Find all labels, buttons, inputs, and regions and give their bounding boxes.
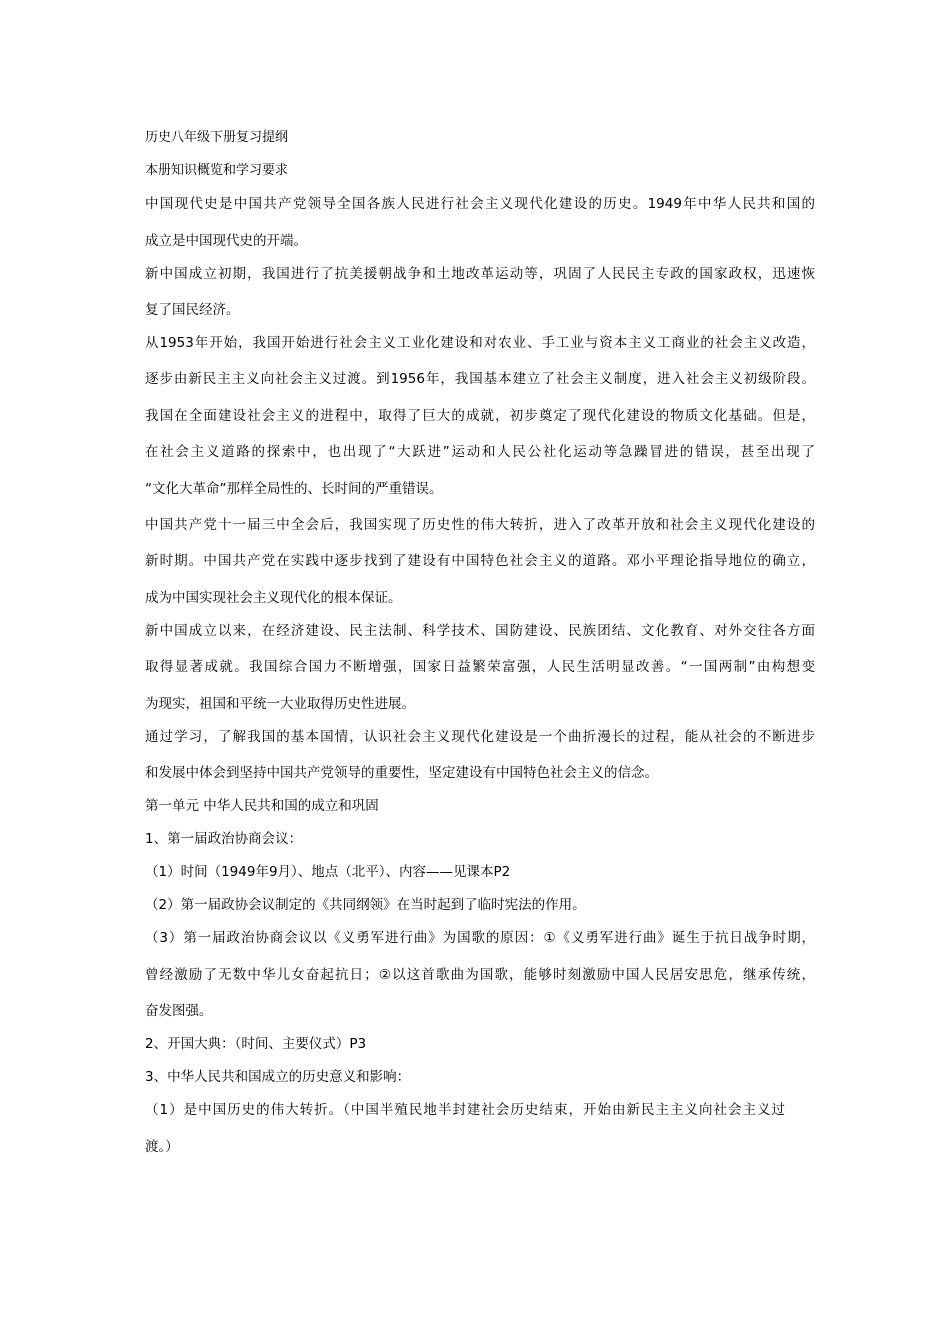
list-item: （3）第一届政治协商会议以《义勇军进行曲》为国歌的原因：①《义勇军进行曲》诞生于抗日战争时期，	[145, 930, 815, 946]
text-line: 中国共产党十一届三中全会后，我国实现了历史性的伟大转折，进入了改革开放和社会主义现代化建设的	[145, 517, 815, 533]
text-line: 曾经激励了无数中华儿女奋起抗日；②以这首歌曲为国歌，能够时刻激励中国人民居安思危，继承传统，	[145, 967, 815, 983]
text-line: 中国现代史是中国共产党领导全国各族人民进行社会主义现代化建设的历史。1949年中华人民共和国的	[145, 196, 815, 212]
text-line: 从1953年开始，我国开始进行社会主义工业化建设和对农业、手工业与资本主义工商业的社会主义改造，	[145, 335, 815, 351]
text-line: 复了国民经济。	[145, 302, 240, 318]
list-item: （2）第一届政协会议制定的《共同纲领》在当时起到了临时宪法的作用。	[145, 897, 586, 913]
text-line: 奋发图强。	[145, 1003, 213, 1019]
text-line: 成为中国实现社会主义现代化的根本保证。	[145, 590, 402, 606]
text-line: 新中国成立初期，我国进行了抗美援朝战争和土地改革运动等，巩固了人民民主专政的国家政权，迅速恢	[145, 266, 815, 282]
text-line: 在社会主义道路的探索中，也出现了“大跃进”运动和人民公社化运动等急躁冒进的错误，甚至出现了	[145, 444, 815, 460]
list-item: （1）时间（1949年9月）、地点（北平）、内容——见课本P2	[145, 864, 511, 880]
text-line: 成立是中国现代史的开端。	[145, 233, 307, 249]
text-line: 通过学习，了解我国的基本国情，认识社会主义现代化建设是一个曲折漫长的过程，能从社会的不断进步	[145, 729, 815, 745]
text-line: 为现实，祖国和平统一大业取得历史性进展。	[145, 696, 415, 712]
text-line: 新时期。中国共产党在实践中逐步找到了建设有中国特色社会主义的道路。邓小平理论指导地位的确立，	[145, 553, 815, 569]
text-line: 逐步由新民主主义向社会主义过渡。到1956年，我国基本建立了社会主义制度，进入社会主义初级阶段。	[145, 371, 815, 387]
text-line: “文化大革命”那样全局性的、长时间的严重错误。	[145, 481, 443, 497]
text-line: 渡。）	[145, 1139, 179, 1155]
text-line: 我国在全面建设社会主义的进程中，取得了巨大的成就，初步奠定了现代化建设的物质文化基础。但是，	[145, 408, 815, 424]
list-item: （1）是中国历史的伟大转折。（中国半殖民地半封建社会历史结束，开始由新民主主义向社会主义过	[145, 1102, 785, 1118]
unit-heading: 第一单元 中华人民共和国的成立和巩固	[145, 798, 379, 814]
text-line: 取得显著成就。我国综合国力不断增强，国家日益繁荣富强，人民生活明显改善。“一国两制”由构想变	[145, 659, 815, 675]
section-heading: 3、中华人民共和国成立的历史意义和影响：	[145, 1069, 411, 1085]
text-line: 新中国成立以来，在经济建设、民主法制、科学技术、国防建设、民族团结、文化教育、对外交往各方面	[145, 623, 815, 639]
text-line: 和发展中体会到坚持中国共产党领导的重要性，坚定建设有中国特色社会主义的信念。	[145, 765, 658, 781]
section-heading: 1、第一届政治协商会议：	[145, 831, 303, 847]
document-title: 历史八年级下册复习提纲	[145, 130, 289, 145]
document-subtitle: 本册知识概览和学习要求	[145, 163, 289, 178]
section-heading: 2、开国大典：（时间、主要仪式）P3	[145, 1036, 367, 1052]
